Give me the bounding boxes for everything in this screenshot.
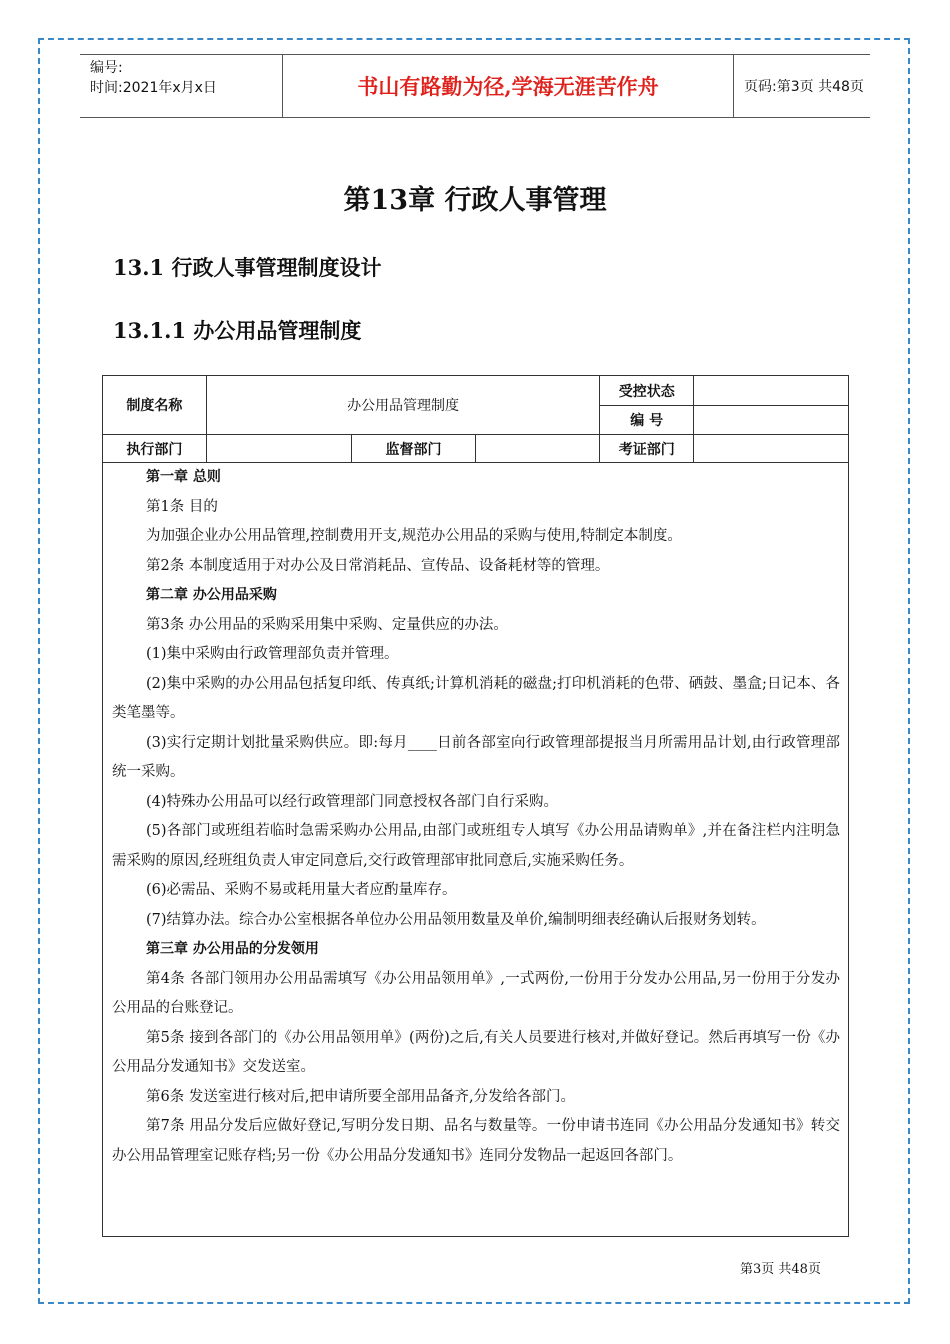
policy-info-table — [102, 375, 849, 463]
control-status-value — [694, 376, 849, 406]
policy-paragraph: 第4条 各部门领用办公用品需填写《办公用品领用单》,一式两份,一份用于分发办公用品,另一份用于分发办公用品的台账登记。 — [112, 970, 840, 1016]
chapter-title: 第13章 行政人事管理 — [343, 185, 607, 216]
header-motto: 书山有路勤为径,学海无涯苦作舟 — [282, 55, 734, 117]
policy-paragraph: 第2条 本制度适用于对办公及日常消耗品、宣传品、设备耗材等的管理。 — [146, 557, 610, 574]
policy-paragraph: (5)各部门或班组若临时急需采购办公用品,由部门或班组专人填写《办公用品请购单》,并在备注栏内注明急需采购的原因,经班组负责人审定同意后,交行政管理部审批同意后,实施采购任务。 — [112, 823, 840, 869]
policy-paragraph: 为加强企业办公用品管理,控制费用开支,规范办公用品的采购与使用,特制定本制度。 — [146, 528, 682, 544]
policy-paragraph: (3)实行定期计划批量采购供应。即:每月____日前各部室向行政管理部提报当月所需用品计划,由行政管理部统一采购。 — [112, 734, 840, 780]
chapter-heading: 第三章 办公用品的分发领用 — [146, 941, 319, 957]
exec-dept-label: 执行部门 — [103, 435, 207, 463]
control-status-label: 受控状态 — [600, 376, 694, 406]
header-left — [90, 58, 217, 98]
subsection-title: 13.1.1 办公用品管理制度 — [113, 318, 362, 343]
policy-paragraph: (1)集中采购由行政管理部负责并管理。 — [146, 646, 399, 662]
policy-paragraph: (4)特殊办公用品可以经行政管理部门同意授权各部门自行采购。 — [146, 793, 559, 810]
policy-paragraph: (6)必需品、采购不易或耗用量大者应酌量库存。 — [146, 882, 457, 898]
header-page-info: 页码:第3页 共48页 — [744, 79, 864, 95]
supervise-dept-label: 监督部门 — [351, 435, 476, 463]
chapter-heading: 第二章 办公用品采购 — [146, 587, 277, 603]
policy-paragraph: (7)结算办法。综合办公室根据各单位办公用品领用数量及单价,编制明细表经确认后报财务划转。 — [146, 911, 766, 928]
policy-paragraph: (2)集中采购的办公用品包括复印纸、传真纸;计算机消耗的磁盘;打印机消耗的色带、硒鼓、墨盒;日记本、各类笔墨等。 — [112, 675, 840, 721]
policy-name-label: 制度名称 — [103, 376, 207, 435]
chapter-heading: 第一章 总则 — [146, 469, 221, 485]
time-label: 时间:2021年x月x日 — [90, 80, 217, 96]
section-title: 13.1 行政人事管理制度设计 — [113, 255, 382, 280]
policy-body — [102, 461, 849, 1237]
policy-paragraph: 第1条 目的 — [146, 498, 218, 515]
page-footer: 第3页 共48页 — [740, 1262, 821, 1277]
verify-dept-label: 考证部门 — [600, 435, 694, 463]
policy-paragraph: 第7条 用品分发后应做好登记,写明分发日期、品名与数量等。一份申请书连同《办公用品分发通知书》转交办公用品管理室记账存档;另一份《办公用品分发通知书》连同分发物品一起返回各部门。 — [112, 1118, 840, 1164]
policy-paragraph: 第6条 发送室进行核对后,把申请所要全部用品备齐,分发给各部门。 — [146, 1088, 576, 1105]
policy-name-value: 办公用品管理制度 — [206, 376, 599, 435]
supervise-dept-value — [476, 435, 600, 463]
doc-number-label: 编 号 — [600, 406, 694, 435]
page-header — [80, 54, 870, 118]
policy-paragraph: 第5条 接到各部门的《办公用品领用单》(两份)之后,有关人员要进行核对,并做好登记。然后再填写一份《办公用品分发通知书》交发送室。 — [112, 1029, 840, 1075]
doc-number-value — [694, 406, 849, 435]
policy-paragraph: 第3条 办公用品的采购采用集中采购、定量供应的办法。 — [146, 616, 508, 633]
exec-dept-value — [206, 435, 351, 463]
number-label: 编号: — [90, 60, 123, 76]
verify-dept-value — [694, 435, 849, 463]
